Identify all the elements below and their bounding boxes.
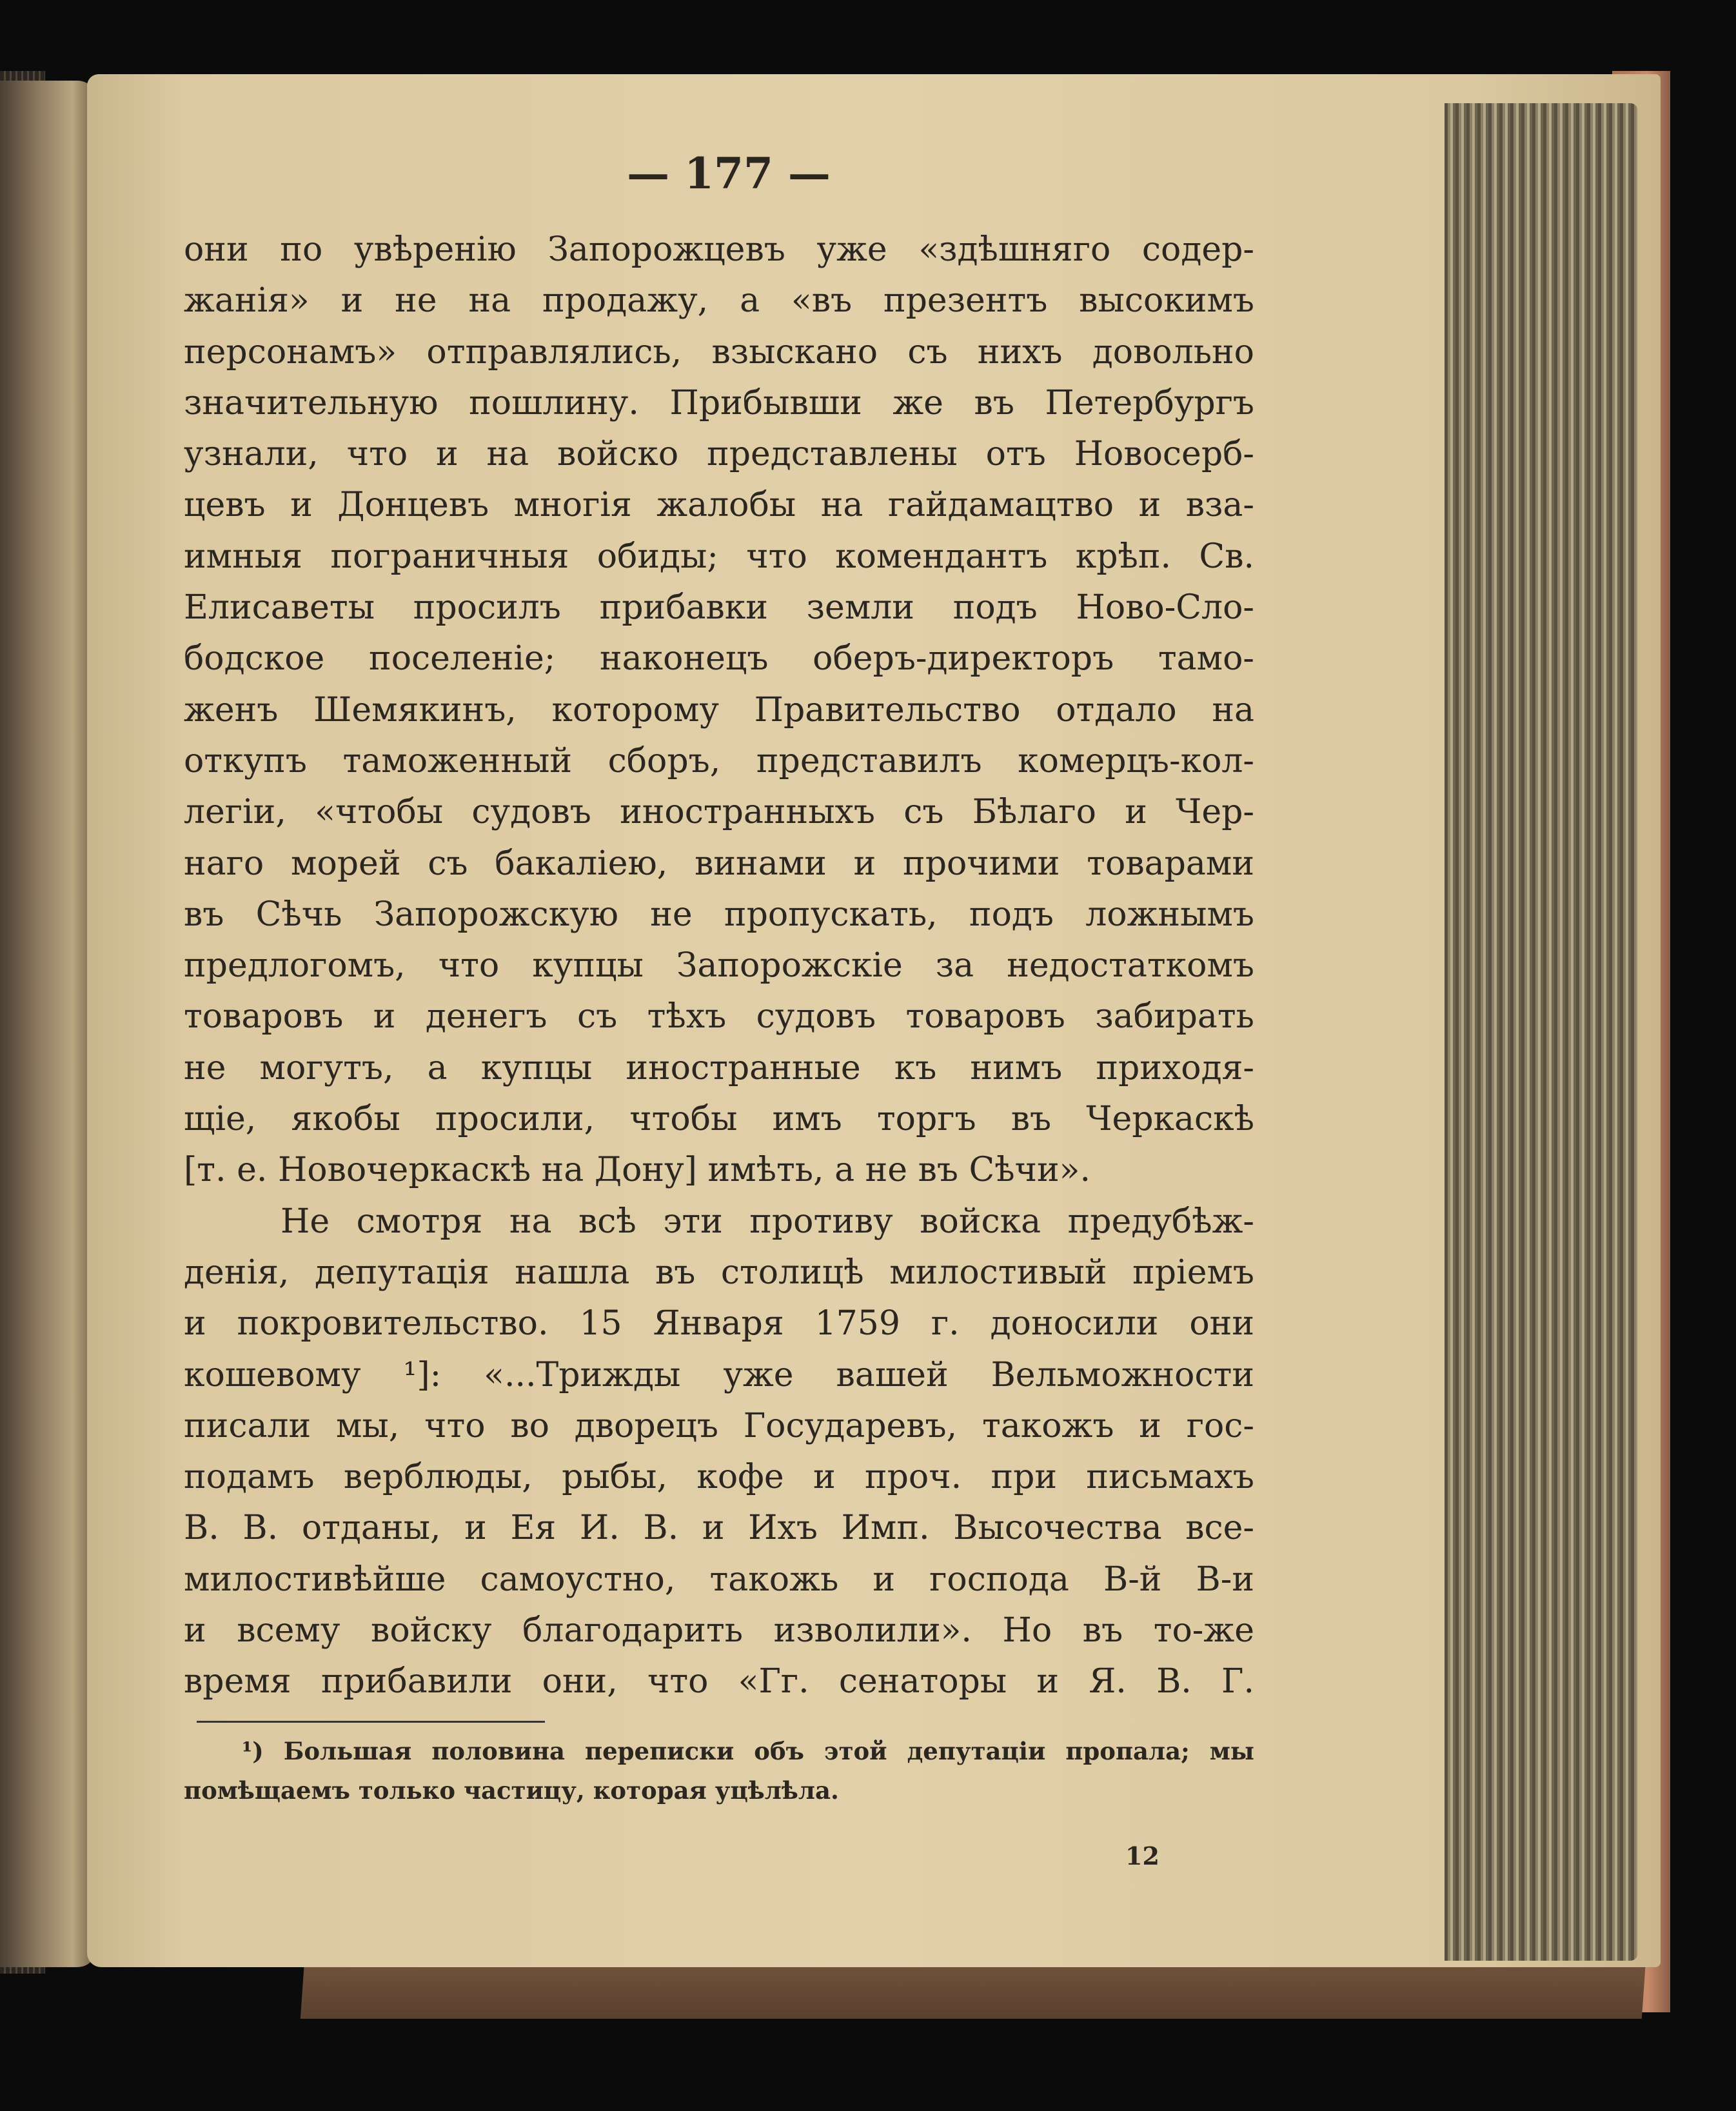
text-line: значительную пошлину. Прибывши же въ Петербургъ xyxy=(184,383,1254,422)
page-number-header: — 177 — xyxy=(627,148,831,199)
footnote-line: помѣщаемъ только частицу, которая уцѣлѣла. xyxy=(184,1776,839,1805)
text-line: и всему войску благодарить изволили». Но въ то-же xyxy=(184,1611,1254,1650)
text-line: персонамъ» отправлялись, взыскано съ нихъ довольно xyxy=(184,332,1254,372)
page-text-area xyxy=(184,148,1254,1810)
text-line: милостивѣйше самоустно, такожь и господа В-й В-и xyxy=(184,1560,1254,1599)
footnote-divider xyxy=(197,1721,545,1723)
text-line: жанія» и не на продажу, а «въ презентъ высокимъ xyxy=(184,281,1254,321)
page-stack-edge xyxy=(1445,103,1638,1961)
signature-mark: 12 xyxy=(1125,1841,1159,1870)
footnote xyxy=(184,1732,1254,1810)
text-line: время прибавили они, что «Гг. сенаторы и Я. В. Г. xyxy=(184,1662,1254,1701)
text-line: [т. е. Новочеркаскѣ на Дону] имѣть, а не въ Сѣчи». xyxy=(184,1151,1090,1190)
text-line: легіи, «чтобы судовъ иностранныхъ съ Бѣлаго и Чер- xyxy=(184,793,1254,832)
text-line: цевъ и Донцевъ многія жалобы на гайдамацтво и вза- xyxy=(184,486,1254,525)
text-line: имныя пограничныя обиды; что комендантъ крѣп. Св. xyxy=(184,537,1254,576)
text-line: предлогомъ, что купцы Запорожскіе за недостаткомъ xyxy=(184,946,1254,986)
text-line: они по увѣренію Запорожцевъ уже «здѣшняго содер- xyxy=(184,230,1254,269)
text-line: женъ Шемякинъ, которому Правительство отдало на xyxy=(184,690,1254,729)
text-line: кошевому ¹]: «...Трижды уже вашей Вельможности xyxy=(184,1355,1254,1394)
text-line: В. В. отданы, и Ея И. В. и Ихъ Имп. Высочества все- xyxy=(184,1509,1254,1548)
footnote-line: ¹) Большая половина переписки объ этой депутаціи пропала; мы xyxy=(242,1736,1254,1765)
text-line: наго морей съ бакаліею, винами и прочими товарами xyxy=(184,844,1254,883)
text-line: товаровъ и денегъ съ тѣхъ судовъ товаровъ забирать xyxy=(184,997,1254,1036)
text-line: Не смотря на всѣ эти противу войска предубѣж- xyxy=(281,1202,1254,1241)
text-line: писали мы, что во дворецъ Государевъ, такожъ и гос- xyxy=(184,1406,1254,1445)
text-line: подамъ верблюды, рыбы, кофе и проч. при письмахъ xyxy=(184,1458,1254,1497)
left-page xyxy=(0,81,97,1967)
text-line: и покровительство. 15 Января 1759 г. доносили они xyxy=(184,1304,1254,1343)
text-line: бодское поселеніе; наконецъ оберъ-директоръ тамо- xyxy=(184,639,1254,679)
text-line: денія, депутація нашла въ столицѣ милостивый пріемъ xyxy=(184,1253,1254,1292)
text-line: Елисаветы просилъ прибавки земли подъ Ново-Сло- xyxy=(184,588,1254,628)
text-line: откупъ таможенный сборъ, представилъ комерцъ-кол- xyxy=(184,741,1254,780)
text-line: не могутъ, а купцы иностранные къ нимъ приходя- xyxy=(184,1048,1254,1087)
body-text xyxy=(184,224,1254,1708)
text-line: щіе, якобы просили, чтобы имъ торгъ въ Черкаскѣ xyxy=(184,1100,1254,1139)
text-line: узнали, что и на войско представлены отъ Новосерб- xyxy=(184,435,1254,474)
text-line: въ Сѣчь Запорожскую не пропускать, подъ ложнымъ xyxy=(184,895,1254,934)
